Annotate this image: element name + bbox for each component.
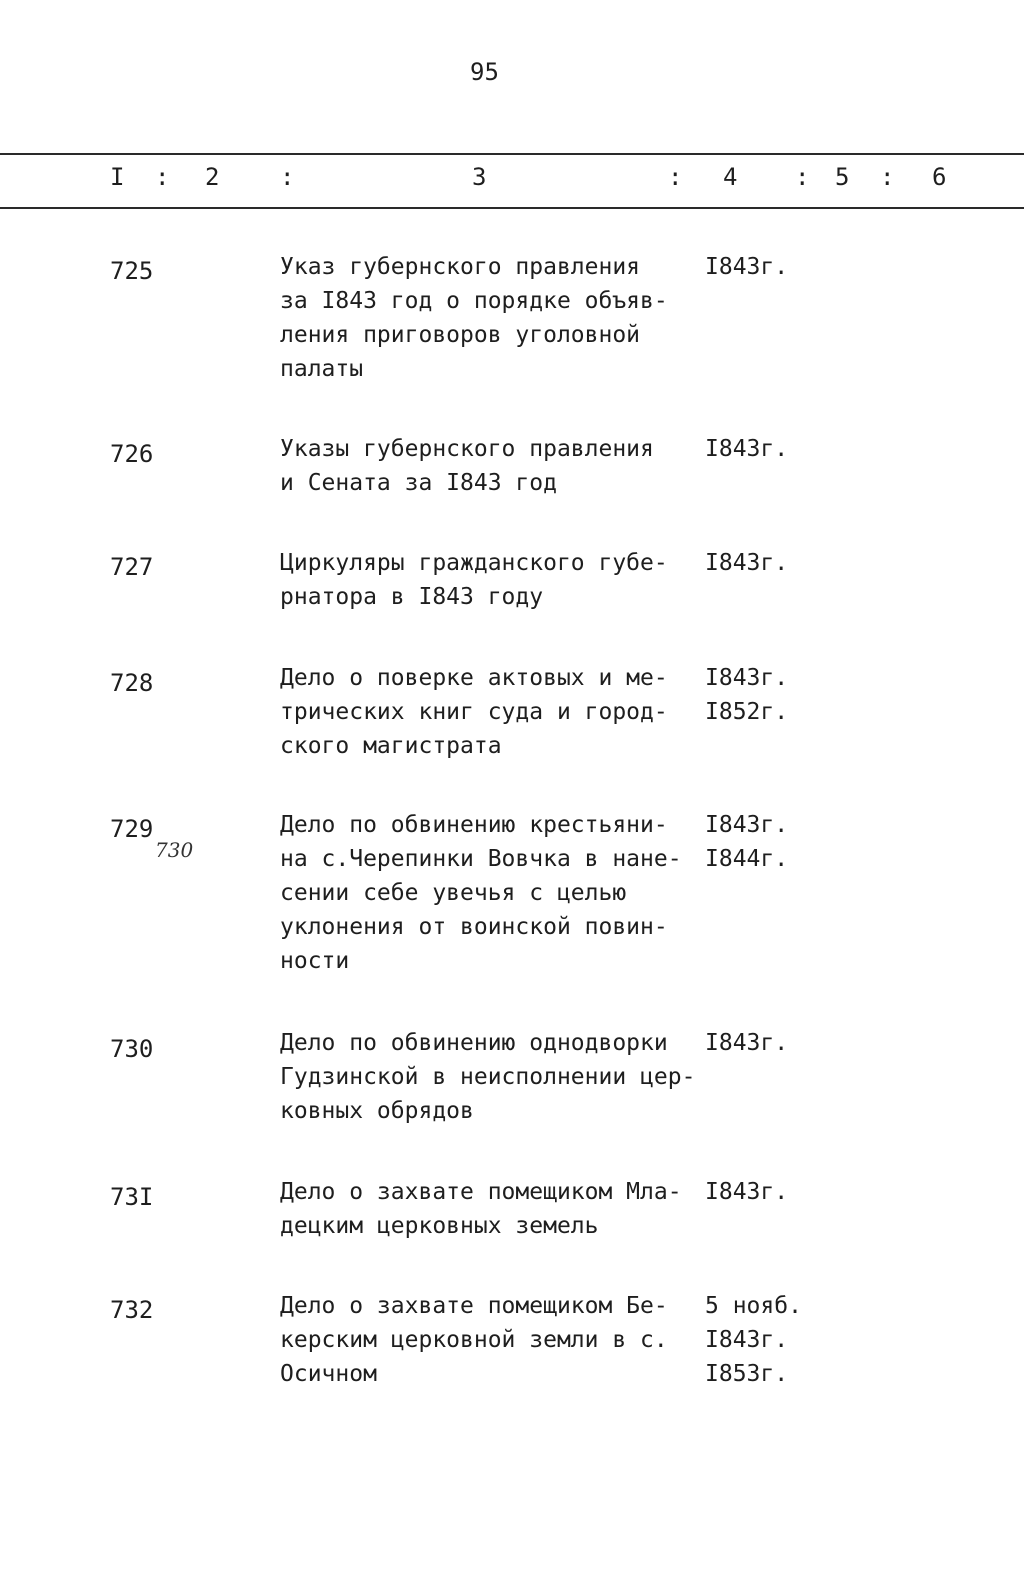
header-sep-5: : [880,163,895,191]
header-col-1: I [110,163,125,191]
entry-date: I843г. [705,254,789,280]
entry-description: Дело о захвате помещиком Бе- керским церковной земли в с. Осичном [280,1293,668,1387]
entry-number: 730 [110,1035,154,1063]
handwritten-note: 730 [155,838,194,862]
table-rule-bottom [0,207,1024,209]
header-col-6: 6 [932,163,947,191]
entry-description: Дело о захвате помещиком Мла- децким церковных земель [280,1179,682,1239]
entry-number: 726 [110,440,154,468]
entry-number: 728 [110,669,154,697]
header-sep-1: : [155,163,170,191]
header-sep-3: : [668,163,683,191]
table-rule-top [0,153,1024,155]
header-col-5: 5 [835,163,850,191]
entry-description: Дело по обвинению крестьяни- на с.Черепинки Вовчка в нане- сении себе увечья с целью уклонения от воинской повин- ности [280,812,682,974]
header-col-4: 4 [723,163,738,191]
entry-description: Циркуляры гражданского губе- рнатора в I843 году [280,550,668,610]
header-col-3: 3 [472,163,487,191]
entry-number: 727 [110,553,154,581]
page-number: 95 [470,58,499,86]
header-sep-4: : [795,163,810,191]
entry-date: I843г. [705,436,789,462]
entry-date: I843г. [705,550,789,576]
entry-date: I843г. I844г. [705,812,789,872]
entry-description: Указ губернского правления за I843 год о порядке объяв- ления приговоров уголовной палаты [280,254,668,382]
entry-description: Дело по обвинению однодворки Гудзинской в неисполнении цер- ковных обрядов [280,1030,696,1124]
entry-date: I843г. I852г. [705,665,789,725]
entry-number: 73I [110,1183,154,1211]
header-sep-2: : [280,163,295,191]
entry-date: I843г. [705,1179,789,1205]
entry-number: 725 [110,257,154,285]
entry-description: Дело о поверке актовых и ме- трических книг суда и город- ского магистрата [280,665,668,759]
header-col-2: 2 [205,163,220,191]
entry-number: 729 [110,815,154,843]
entry-date: I843г. [705,1030,789,1056]
entry-description: Указы губернского правления и Сената за I843 год [280,436,654,496]
entry-number: 732 [110,1296,154,1324]
entry-date: 5 нояб. I843г. I853г. [705,1293,802,1387]
